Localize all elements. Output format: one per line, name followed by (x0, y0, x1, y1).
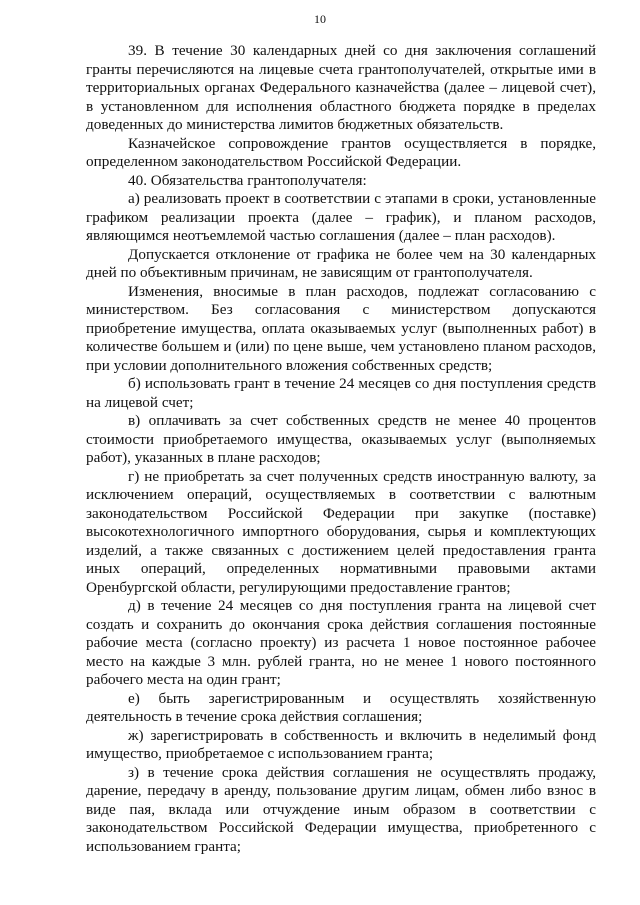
paragraph-item-e: е) быть зарегистрированным и осуществлять хозяйственную деятельность в течение срока действия соглашения; (86, 689, 596, 725)
paragraph-item-g: г) не приобретать за счет полученных средств иностранную валюту, за исключением операций, осуществляемых в соответствии с валютным законодательством Российской Федерации при закупке (поставке) высокотехнологичного импортного оборудования, сырья и комплектующих изделий, а также связанных с достижением целей предоставления гранта иных операций, определенных нормативными правовыми актами Оренбургской области, регулирующими предоставление грантов; (86, 467, 596, 596)
paragraph-item-zh: ж) зарегистрировать в собственность и включить в неделимый фонд имущество, приобретаемое с использованием гранта; (86, 726, 596, 762)
document-body (86, 42, 596, 856)
paragraph-item-z: з) в течение срока действия соглашения не осуществлять продажу, дарение, передачу в аренду, пользование другим лицам, обмен либо взнос в виде пая, вклада или отчуждение иным образом в соответствии с законодательством Российской Федерации имущества, приобретенного с использованием гранта; (86, 763, 596, 855)
paragraph-expense-plan-changes: Изменения, вносимые в план расходов, подлежат согласованию с министерством. Без согласования с министерством допускаются приобретение имущества, оплата оказываемых услуг (выполненных работ) в количестве большем и (или) по цене выше, чем установлено планом расходов, при условии дополнительного вложения собственных средств; (86, 282, 596, 374)
page-number: 10 (314, 12, 326, 26)
paragraph-item-a: а) реализовать проект в соответствии с этапами в сроки, установленные графиком реализации проекта (далее – график), и планом расходов, являющимся неотъемлемой частью соглашения (далее – план расходов). (86, 190, 596, 244)
paragraph-39: 39. В течение 30 календарных дней со дня заключения соглашений гранты перечисляются на лицевые счета грантополучателей, открытые ими в территориальных органах Федерального казначейства (далее – лицевой счет), в установленном для исполнения областного бюджета порядке в пределах доведенных до министерства лимитов бюджетных обязательств. (86, 42, 596, 133)
paragraph-item-v: в) оплачивать за счет собственных средств не менее 40 процентов стоимости приобретаемого имущества, оказываемых услуг (выполняемых работ), указанных в плане расходов; (86, 412, 596, 466)
paragraph-schedule-deviation: Допускается отклонение от графика не более чем на 30 календарных дней по объективным причинам, не зависящим от грантополучателя. (86, 245, 596, 281)
paragraph-item-d: д) в течение 24 месяцев со дня поступления гранта на лицевой счет создать и сохранить до окончания срока действия соглашения постоянные рабочие места (согласно проекту) из расчета 1 новое постоянное рабочее место на каждые 3 млн. рублей гранта, но не менее 1 нового постоянного рабочего места на один грант; (86, 597, 596, 688)
paragraph-treasury-support: Казначейское сопровождение грантов осуществляется в порядке, определенном законодательством Российской Федерации. (86, 134, 596, 170)
paragraph-40-heading: 40. Обязательства грантополучателя: (128, 171, 367, 189)
paragraph-item-b: б) использовать грант в течение 24 месяцев со дня поступления средств на лицевой счет; (86, 375, 596, 411)
